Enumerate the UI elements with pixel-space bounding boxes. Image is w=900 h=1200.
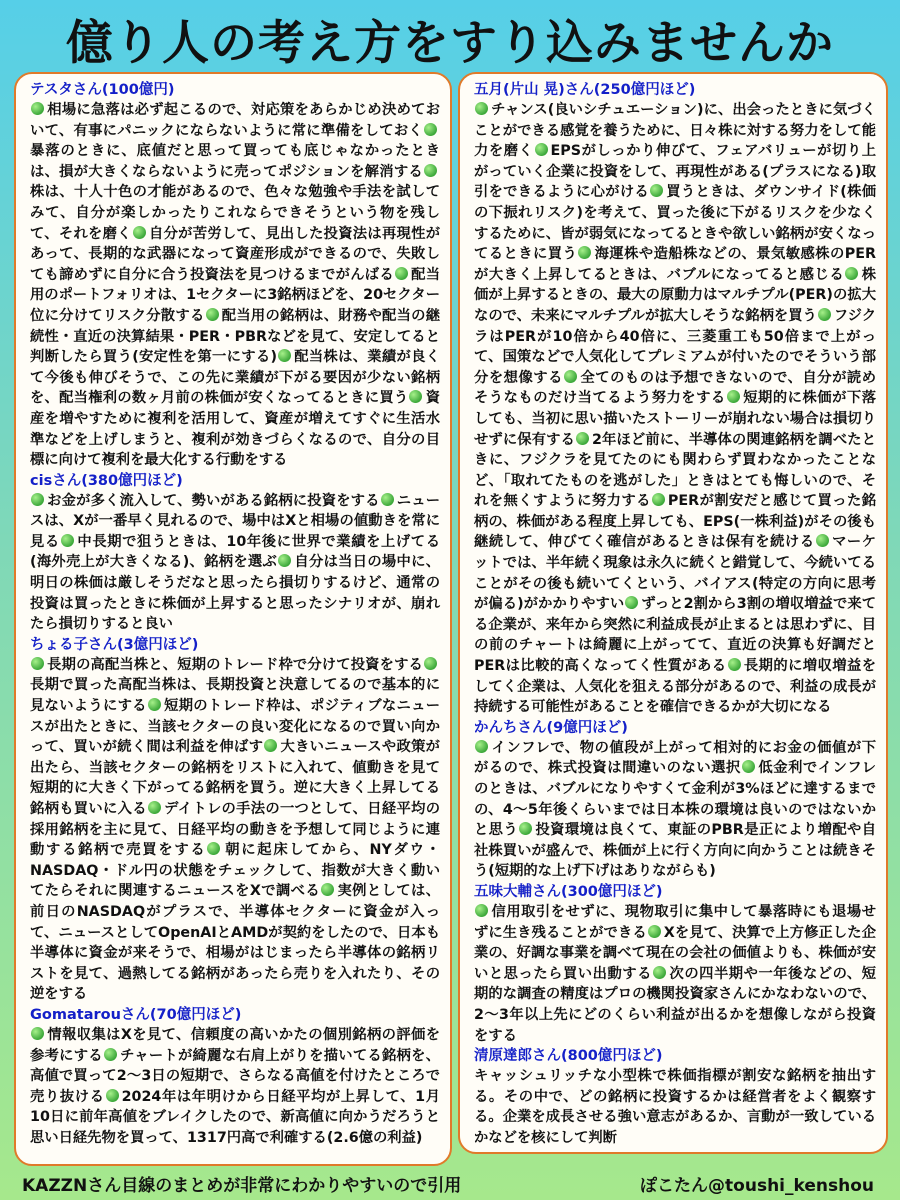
green-dot-icon: [106, 1089, 119, 1102]
page-title: 億り人の考え方をすり込みませんか: [66, 15, 834, 71]
footer-credit: KAZZNさん目線のまとめが非常にわかりやすいので引用: [22, 1175, 462, 1196]
investor-body: [30, 655, 440, 1005]
point: 低金利でインフレのときは、バブルになりやすくて金利が3%ほどに達するまでの、4〜5年後くらいまでは日本株の環境は良いのではないかと思う: [474, 760, 876, 839]
point: 短期のトレード枠は、ポジティブなニュースが出たときに、当該セクターの良い変化になるので買い向かって、買いが続く間は利益を伸ばす: [30, 698, 441, 756]
point: 配当用の銘柄は、財務や配当の継続性・直近の決算結果・PER・PBRなどを見て、安定してると判断したら買う(安定性を第一にする): [30, 307, 441, 366]
footer: [0, 1166, 900, 1200]
green-dot-icon: [207, 842, 220, 855]
point: インフレで、物の値段が上がって相対的にお金の価値が下がるので、株式投資は間違いのない選択: [474, 739, 876, 777]
green-dot-icon: [104, 1048, 117, 1061]
green-dot-icon: [519, 822, 532, 835]
point: 短期的に株価が下落しても、当初に思い描いたストーリーが崩れない場合は損切りせずに保有する: [474, 390, 877, 448]
green-dot-icon: [321, 883, 334, 896]
green-dot-icon: [206, 308, 219, 321]
point: 配当株は、業績が良くて今後も伸びそうで、この先に業績が下がる要因が少ない銘柄を、配当権利の数ヶ月前の株価が安くなってるときに買う: [30, 349, 440, 407]
point: 実例としては、前日のNASDAQがプラスで、半導体セクターに資金が入って、ニュースとしてOpenAIとAMDが契約をしたので、日本も半導体に資金が来そうで、相場がはじまったら半導体の銘柄リストを見て、過熱してる銘柄があったら売りを入れたり、その逆をする: [30, 883, 440, 1003]
green-dot-icon: [648, 925, 661, 938]
investor-body: [474, 100, 876, 718]
point: 2年ほど前に、半導体の関連銘柄を調べたときに、フジクラを見てたのにも関わらず買わなかったことなど、「取れてたものを逃がした」ときはとても悔しいので、それを無くすように努力する: [474, 431, 877, 510]
investor-name: 五味大輔さん(300億円ほど): [474, 883, 663, 900]
point: 自分は当日の場中に、明日の株価は厳しそうだなと思ったら損切りするけど、通常の投資は買ったときに株価が上昇すると思ったシナリオが、崩れたら損切りすると良い: [30, 554, 440, 633]
point: Xを見て、決算で上方修正した企業の、好調な事業を調べて現在の会社の価値よりも、株価が安いと思ったら買い出動する: [474, 924, 876, 982]
point: ニュースは、Xが一番早く見れるので、場中はXと相場の値動きを常に見る: [30, 492, 441, 550]
point: 資産を増やすために複利を活用して、資産が増えてすぐに生活水準などを上げしまうと、複利が効きづらくなるので、自分の目標に向けて複利を最大化する行動をする: [30, 390, 441, 469]
investor-entry: [30, 80, 440, 471]
investor-entry: [474, 882, 876, 1046]
investor-entry: [30, 1005, 440, 1149]
point: 信用取引をせずに、現物取引に集中して暴落時にも退場せずに生き残ることができる: [474, 903, 876, 941]
green-dot-icon: [578, 246, 591, 259]
point: ずっと2割から3割の増収増益で来てる企業が、来年から突然に利益成長が止まるとは思わずに、目の前のチャートは綺麗に上がってて、直近の決算も好調だとPERは比較的高くなってく性質がある: [474, 596, 876, 675]
point: 朝に起床してから、NYダウ・NASDAQ・ドル円の状態をチェックして、指数が大きく動いてたらそれに関連するニュースをXで調べる: [30, 842, 440, 900]
point: 2024年は年明けから日経平均が上昇して、1月10日に前年高値をブレイクしたので、新高値に向かうだろうと思い日経先物を買って、1317円高で利確する(2.6億の利益): [30, 1088, 441, 1146]
green-dot-icon: [148, 698, 161, 711]
green-dot-icon: [148, 801, 161, 814]
point: 長期の高配当株と、短期のトレード枠で分けて投資をする: [47, 656, 423, 673]
point: EPSがしっかり伸びて、フェアバリューが切り上がっていく企業に投資をして、再現性がある(プラスになる)取引をできるように心がける: [474, 143, 877, 201]
green-dot-icon: [727, 390, 740, 403]
green-dot-icon: [264, 739, 277, 752]
point: フジクラはPERが10倍から40倍に、三菱重工も50倍まで上がって、国策などで人気化してプレミアムが付いたのでそういう部分を想像する: [474, 307, 876, 386]
point: 情報収集はXを見て、信頼度の高いかたの個別銘柄の評価を参考にする: [30, 1026, 440, 1064]
green-dot-icon: [395, 267, 408, 280]
green-dot-icon: [278, 349, 291, 362]
point: 株は、十人十色の才能があるので、色々な勉強や手法を試してみて、自分が楽しかったりこれならできそうという物を残して、それを磨く: [30, 184, 440, 242]
investor-body: [30, 1025, 440, 1149]
left-column: [14, 72, 452, 1166]
green-dot-icon: [133, 226, 146, 239]
investor-name: ちょる子さん(3億円ほど): [30, 636, 199, 653]
green-dot-icon: [742, 760, 755, 773]
green-dot-icon: [728, 658, 741, 671]
point: 中長期で狙うときは、10年後に世界で業績を上げてる(海外売上が大きくなる)、銘柄を選ぶ: [30, 533, 441, 571]
point: 海運株や造船株などの、景気敏感株のPERが大きく上昇してるときは、バブルになってると感じる: [474, 246, 877, 283]
point: 相場に急落は必ず起こるので、対応策をあらかじめ決めておいて、有事にパニックにならないように常に準備をしておく: [30, 102, 440, 139]
point: 大きいニュースや政策が出たら、当該セクターの銘柄をリストに入れて、値動きを見て短期的に大きく下がってる銘柄を買う。逆に大きく上昇してる銘柄も買いに入る: [30, 739, 440, 817]
investor-entry: [474, 1046, 876, 1148]
point: 自分が苦労して、見出した投資法は再現性があって、長期的な武器になって資産形成ができるので、失敗しても諦めずに自分に合う投資法を見つけるまでがんばる: [30, 225, 440, 283]
investor-body: [474, 738, 876, 882]
green-dot-icon: [475, 740, 488, 753]
green-dot-icon: [576, 432, 589, 445]
green-dot-icon: [652, 493, 665, 506]
point: 長期的に増収増益をしてく企業は、人気化を狙える部分があるので、利益の成長が持続する可能性があることを確信できるかが大切になる: [474, 658, 876, 716]
green-dot-icon: [625, 596, 638, 609]
investor-body: [30, 491, 440, 635]
point: チャンス(良いシチュエーション)に、出会ったときに気づくことができる感覚を養うために、日々株に対する努力をして能力を磨く: [474, 102, 876, 160]
green-dot-icon: [31, 657, 44, 670]
green-dot-icon: [424, 123, 437, 136]
point: 全てのものは予想できないので、自分が読めそうなものだけ当てるよう努力をする: [474, 369, 877, 407]
green-dot-icon: [845, 267, 858, 280]
point: マーケットでは、半年続く現象は永久に続くと錯覚して、今続いてることがその後も続いてくという、バイアス(特定の方向に思考が偏る)がかかりやすい: [474, 534, 877, 613]
investor-name: 清原達郎さん(800億円ほど): [474, 1048, 663, 1065]
green-dot-icon: [424, 657, 437, 670]
green-dot-icon: [278, 554, 291, 567]
investor-body: [474, 902, 876, 1046]
green-dot-icon: [31, 1027, 44, 1040]
investor-entry: [30, 471, 440, 635]
investor-entry: [30, 635, 440, 1005]
investor-body: キャッシュリッチな小型株で株価指標が割安な銘柄を抽出する。その中で、どの銘柄に投資するかは経営者をよく観察する。企業を成長させる強い意志があるか、言動が一致しているかなどを核にして判断: [474, 1068, 876, 1146]
green-dot-icon: [381, 493, 394, 506]
point: チャートが綺麗な右肩上がりを描いてる銘柄を、高値で買って2〜3日の短期で、さらなる高値を付けたところで売り抜ける: [30, 1047, 440, 1105]
point: お金が多く流入して、勢いがある銘柄に投資をする: [47, 492, 380, 509]
green-dot-icon: [31, 493, 44, 506]
investor-name: テスタさん(100億円): [30, 82, 175, 98]
point: 買うときは、ダウンサイド(株価の下振れリスク)を考えて、買った後に下がるリスクを少なくするために、皆が弱気になってるときや欲しい銘柄が安くなってるときに買う: [474, 184, 876, 263]
investor-name: 五月(片山 晃)さん(250億円ほど): [474, 82, 696, 98]
green-dot-icon: [61, 534, 74, 547]
investor-entry: [474, 718, 876, 882]
green-dot-icon: [535, 143, 548, 156]
investor-entry: [474, 80, 876, 718]
point: 株価が上昇するときの、最大の原動力はマルチプル(PER)の拡大なので、未来にマルチプルが拡大しそうな銘柄を買う: [474, 266, 877, 324]
investor-name: cisさん(380億円ほど): [30, 472, 183, 489]
green-dot-icon: [31, 102, 44, 115]
investor-body: [30, 100, 440, 471]
green-dot-icon: [816, 534, 829, 547]
right-column: [458, 72, 888, 1154]
green-dot-icon: [475, 102, 488, 115]
point: PERが割安だと感じて買った銘柄の、株価がある程度上昇しても、EPS(一株利益)がその後も継続して、伸びてく確信があるときは保有を続ける: [474, 493, 876, 551]
investor-name: Gomatarouさん(70億円ほど): [30, 1006, 242, 1023]
point: 配当用のポートフォリオは、1セクターに3銘柄ほどを、20セクター位に分けてリスク分散する: [30, 266, 441, 324]
point: 長期で買った高配当株は、長期投資と決意してるので基本的に見ないようにする: [30, 677, 440, 715]
point: 次の四半期や一年後などの、短期的な調査の精度はプロの機関投資家さんにかなわないので、2〜3年以上先にどのくらい利益が出るかを想像しながら投資をする: [474, 965, 876, 1044]
point: 投資環境は良くて、東証のPBR是正により増配や自社株買いが盛んで、株価が上に行く方向に向かうことは続きそう(短期的な上げ下げはありながらも): [474, 822, 876, 880]
investor-name: かんちさん(9億円ほど): [474, 719, 628, 736]
green-dot-icon: [564, 370, 577, 383]
footer-author: ぽこたん@toushi_kenshou: [640, 1175, 874, 1196]
point: 暴落のときに、底値だと思って買っても底じゃなかったときは、損が大きくならないように売ってポジションを解消する: [30, 143, 440, 180]
green-dot-icon: [653, 966, 666, 979]
green-dot-icon: [475, 904, 488, 917]
green-dot-icon: [818, 308, 831, 321]
green-dot-icon: [424, 164, 437, 177]
green-dot-icon: [409, 390, 422, 403]
green-dot-icon: [650, 184, 663, 197]
point: デイトレの手法の一つとして、日経平均の採用銘柄を主に見て、日経平均の動きを予想して同じように連動する銘柄で売買をする: [30, 801, 440, 859]
